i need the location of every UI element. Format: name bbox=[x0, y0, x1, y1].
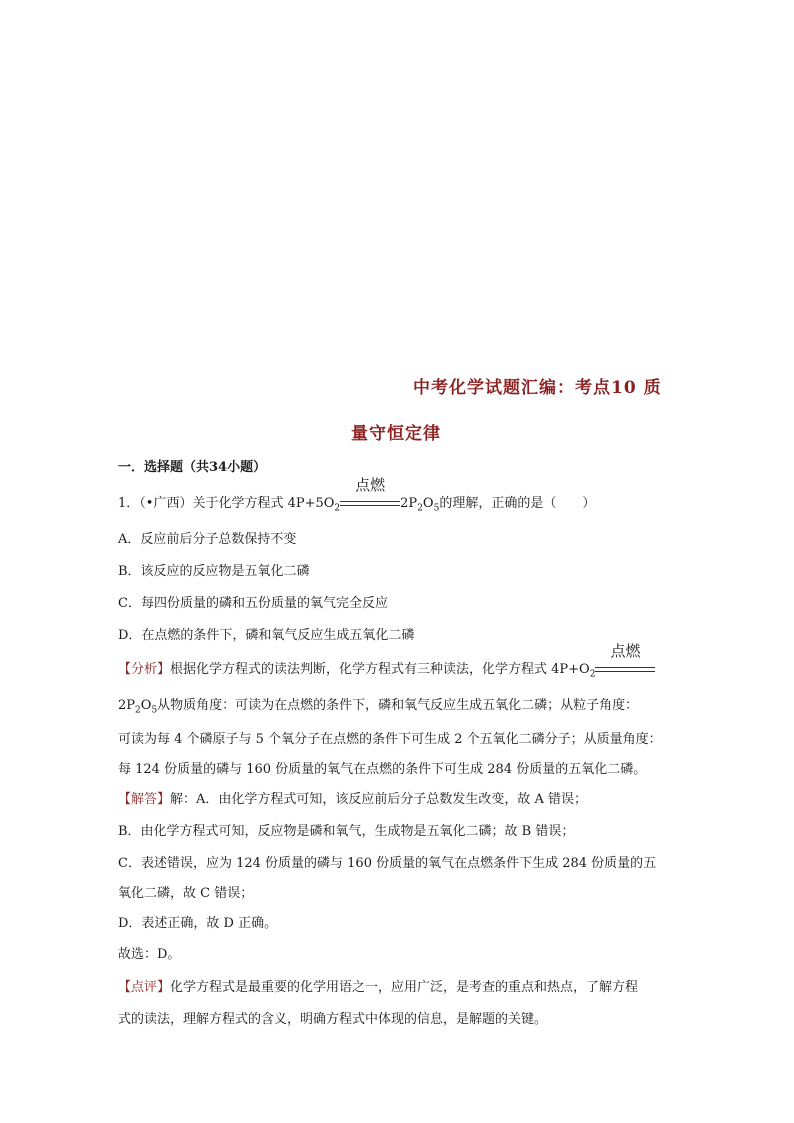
analysis-o2-subscript: 2 bbox=[589, 669, 596, 680]
answer-label: 【解答】 bbox=[118, 792, 171, 807]
analysis-line1 bbox=[118, 642, 655, 685]
doc-title-line2: 量守恒定律 bbox=[351, 424, 441, 444]
analysis-o: O bbox=[140, 698, 152, 713]
analysis-line4: 每 124 份质量的磷与 160 份质量的氧气在点燃的条件下可生成 284 份质量的五氧化二磷。 bbox=[118, 762, 647, 777]
analysis-label: 【分析】 bbox=[118, 662, 171, 677]
question-suffix: 的理解，正确的是（ ） bbox=[439, 496, 596, 511]
analysis-text2: 从物质角度：可读为在点燃的条件下，磷和氧气反应生成五氧化二磷；从粒子角度： bbox=[157, 698, 639, 713]
analysis-o-subscript: 5 bbox=[151, 705, 158, 716]
question-stem bbox=[118, 476, 596, 519]
option-a: A．反应前后分子总数保持不变 bbox=[118, 532, 297, 547]
analysis-p-subscript: 2 bbox=[135, 705, 141, 716]
answer-line2: B．由化学方程式可知，反应物是磷和氧气，生成物是五氧化二磷；故 B 错误； bbox=[118, 824, 575, 839]
answer-line4: 氧化二磷，故 C 错误； bbox=[118, 886, 254, 901]
analysis-reaction-condition: 点燃 bbox=[610, 642, 641, 660]
analysis-reaction-arrow bbox=[595, 642, 655, 680]
equals-bar bbox=[340, 501, 400, 506]
section-heading: 一．选择题（共34小题） bbox=[118, 460, 267, 475]
option-b: B．该反应的反应物是五氧化二磷 bbox=[118, 564, 310, 579]
o-subscript: 5 bbox=[433, 503, 440, 514]
answer-line3: C．表述错误，应为 124 份质量的磷与 160 份质量的氧气在点燃条件下生成 284 份质量的五 bbox=[118, 856, 657, 871]
reaction-condition: 点燃 bbox=[355, 476, 386, 494]
answer-text1: 解：A．由化学方程式可知，该反应前后分子总数发生改变，故 A 错误； bbox=[170, 792, 588, 807]
comment-label: 【点评】 bbox=[118, 980, 171, 995]
doc-title-line1: 中考化学试题汇编：考点10 质 bbox=[413, 378, 662, 398]
reaction-arrow bbox=[340, 476, 400, 514]
answer-line5: D．表述正确，故 D 正确。 bbox=[118, 916, 278, 931]
analysis-text: 根据化学方程式的读法判断，化学方程式有三种读法，化学方程式 4P+O bbox=[170, 662, 590, 677]
o2-subscript: 2 bbox=[334, 503, 341, 514]
analysis-p: 2P bbox=[118, 698, 136, 713]
product-o: O bbox=[422, 496, 434, 511]
option-c: C．每四份质量的磷和五份质量的氧气完全反应 bbox=[118, 596, 388, 611]
product-p: 2P bbox=[400, 496, 418, 511]
comment-line2: 式的读法，理解方程式的含义，明确方程式中体现的信息，是解题的关键。 bbox=[118, 1012, 548, 1027]
analysis-line2 bbox=[118, 696, 638, 721]
answer-line6: 故选：D。 bbox=[118, 947, 181, 962]
comment-line1 bbox=[118, 978, 638, 998]
p-subscript: 2 bbox=[417, 503, 423, 514]
answer-line1 bbox=[118, 790, 587, 810]
analysis-equals-bar bbox=[595, 667, 655, 672]
comment-text1: 化学方程式是最重要的化学用语之一，应用广泛，是考查的重点和热点，了解方程 bbox=[170, 980, 639, 995]
question-prefix: 1．（•广西）关于化学方程式 4P+5O bbox=[118, 496, 335, 511]
analysis-line3: 可读为每 4 个磷原子与 5 个氧分子在点燃的条件下可生成 2 个五氧化二磷分子；从质量角度： bbox=[118, 732, 662, 747]
option-d: D．在点燃的条件下，磷和氧气反应生成五氧化二磷 bbox=[118, 628, 415, 643]
